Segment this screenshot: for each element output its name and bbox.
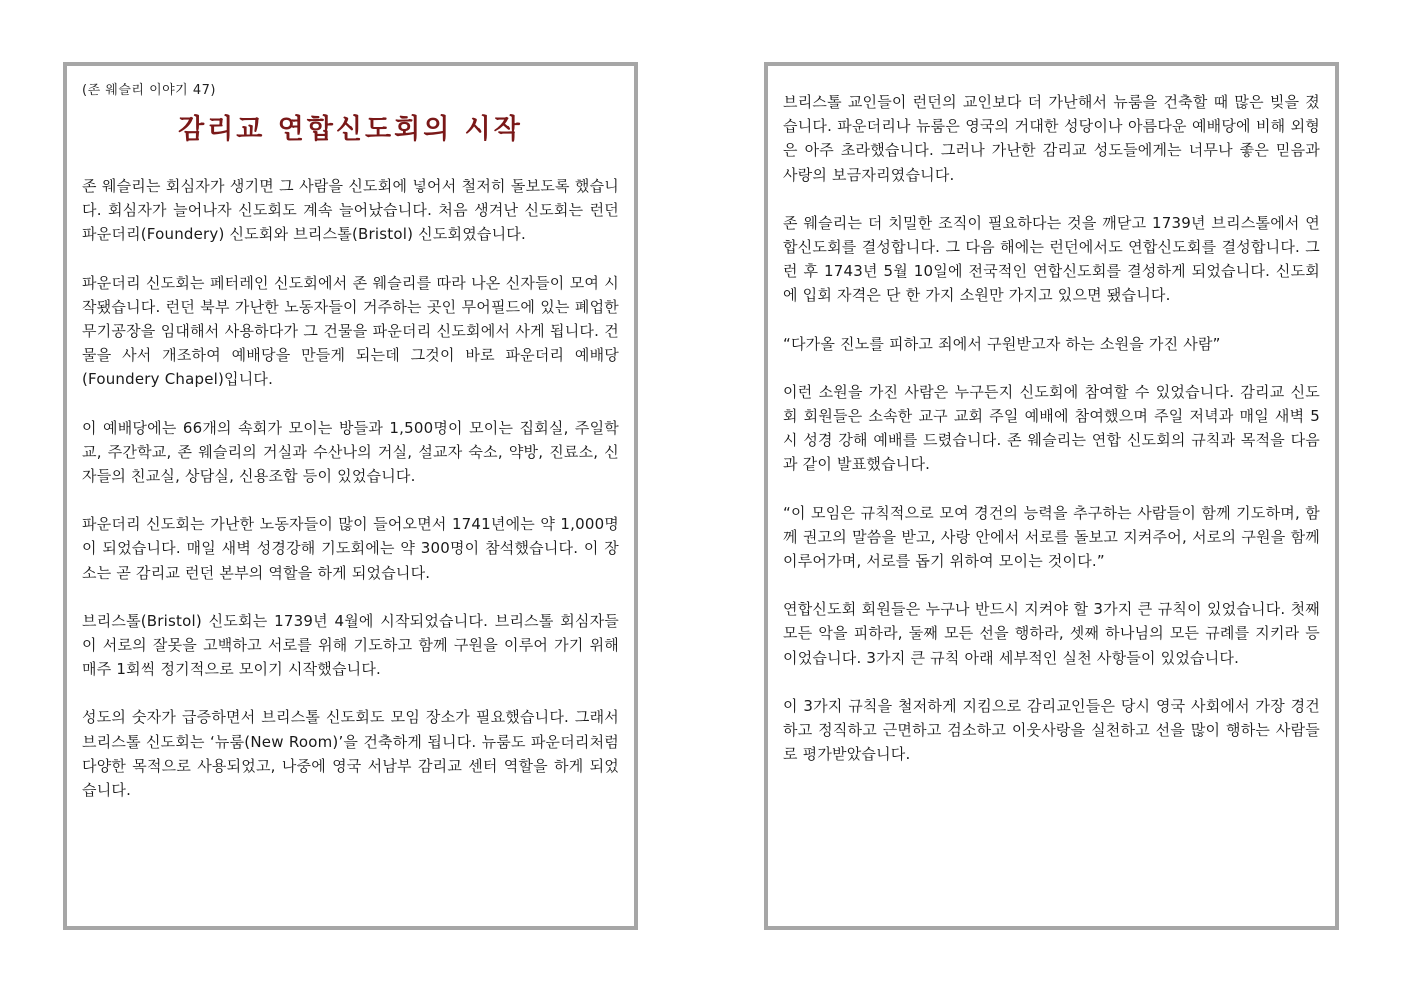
right-paragraph-7: 이 3가지 규칙을 철저하게 지킴으로 감리교인들은 당시 영국 사회에서 가장 경건하고 정직하고 근면하고 검소하고 이웃사랑을 실천하고 선을 많이 행하는 사람들로 평가받았습니다. [783, 696, 1320, 764]
left-paragraph-2: 파운더리 신도회는 페터레인 신도회에서 존 웨슬리를 따라 나온 신자들이 모여 시작됐습니다. 런던 북부 가난한 노동자들이 거주하는 곳인 무어필드에 있는 폐업한 무기공장을 임대해서 사용하다가 그 건물을 파운더리 신도회에서 사게 됩니다. 건물을 사서 개조하여 예배당을 만들게 되는데 그것이 바로 파운더리 예배당(Foundery Chapel)입니다. [82, 273, 619, 389]
left-paragraph-3: 이 예배당에는 66개의 속회가 모이는 방들과 1,500명이 모이는 집회실, 주일학교, 주간학교, 존 웨슬리의 거실과 수산나의 거실, 설교자 숙소, 약방, 진료소, 신자들의 친교실, 상담실, 신용조합 등이 있었습니다. [82, 418, 619, 486]
right-paragraph-6: 연합신도회 회원들은 누구나 반드시 지켜야 할 3가지 큰 규칙이 있었습니다. 첫째 모든 악을 피하라, 둘째 모든 선을 행하라, 셋째 하나님의 모든 규례를 지키라 등이었습니다. 3가지 큰 규칙 아래 세부적인 실천 사항들이 있었습니다. [783, 600, 1320, 667]
page-title: 감리교 연합신도회의 시작 [178, 114, 523, 145]
right-paragraph-2: 존 웨슬리는 더 치밀한 조직이 필요하다는 것을 깨닫고 1739년 브리스톨에서 연합신도회를 결성합니다. 그 다음 해에는 런던에서도 연합신도회를 결성합니다. 그런 후 1743년 5월 10일에 전국적인 연합신도회를 결성하게 되었습니다. 신도회에 입회 자격은 단 한 가지 소원만 가지고 있으면 됐습니다. [783, 213, 1320, 305]
right-paragraph-1: 브리스톨 교인들이 런던의 교인보다 더 가난해서 뉴룸을 건축할 때 많은 빚을 졌습니다. 파운더리나 뉴룸은 영국의 거대한 성당이나 아름다운 예배당에 비해 외형은 아주 초라했습니다. 그러나 가난한 감리교 성도들에게는 너무나 좋은 믿음과 사랑의 보금자리였습니다. [783, 93, 1320, 184]
right-page [764, 62, 1339, 930]
left-paragraph-6: 성도의 숫자가 급증하면서 브리스톨 신도회도 모임 장소가 필요했습니다. 그래서 브리스톨 신도회는 ‘뉴룸(New Room)’을 건축하게 됩니다. 뉴룸도 파운더리처럼 다양한 목적으로 사용되었고, 나중에 영국 서남부 감리교 센터 역할을 하게 되었습니다. [82, 708, 619, 800]
right-paragraph-4: 이런 소원을 가진 사람은 누구든지 신도회에 참여할 수 있었습니다. 감리교 신도회 회원들은 소속한 교구 교회 주일 예배에 참여했으며 주일 저녁과 매일 새벽 5시 성경 강해 예배를 드렸습니다. 존 웨슬리는 연합 신도회의 규칙과 목적을 다음과 같이 발표했습니다. [783, 382, 1320, 474]
right-quote-1: “다가올 진노를 피하고 죄에서 구원받고자 하는 소원을 가진 사람” [783, 334, 1221, 353]
right-page-content [783, 90, 1320, 790]
left-page-content [82, 80, 619, 826]
left-page [63, 62, 638, 930]
left-paragraph-5: 브리스톨(Bristol) 신도회는 1739년 4월에 시작되었습니다. 브리스톨 회심자들이 서로의 잘못을 고백하고 서로를 위해 기도하고 함께 구원을 이루어 가기 위해 매주 1회씩 정기적으로 모이기 시작했습니다. [82, 611, 619, 679]
right-quote-2: “이 모임은 규칙적으로 모여 경건의 능력을 추구하는 사람들이 함께 기도하며, 함께 권고의 말씀을 받고, 사랑 안에서 서로를 돌보고 지켜주어, 서로의 구원을 함께 이루어가며, 서로를 돕기 위하여 모이는 것이다.” [783, 503, 1320, 571]
series-label: (존 웨슬리 이야기 47) [82, 83, 216, 98]
left-paragraph-4: 파운더리 신도회는 가난한 노동자들이 많이 들어오면서 1741년에는 약 1,000명이 되었습니다. 매일 새벽 성경강해 기도회에는 약 300명이 참석했습니다. 이 장소는 곧 감리교 런던 본부의 역할을 하게 되었습니다. [82, 515, 619, 582]
left-paragraph-1: 존 웨슬리는 회심자가 생기면 그 사람을 신도회에 넣어서 철저히 돌보도록 했습니다. 회심자가 늘어나자 신도회도 계속 늘어났습니다. 처음 생겨난 신도회는 런던 파운더리(Foundery) 신도회와 브리스톨(Bristol) 신도회였습니다. [82, 177, 619, 244]
